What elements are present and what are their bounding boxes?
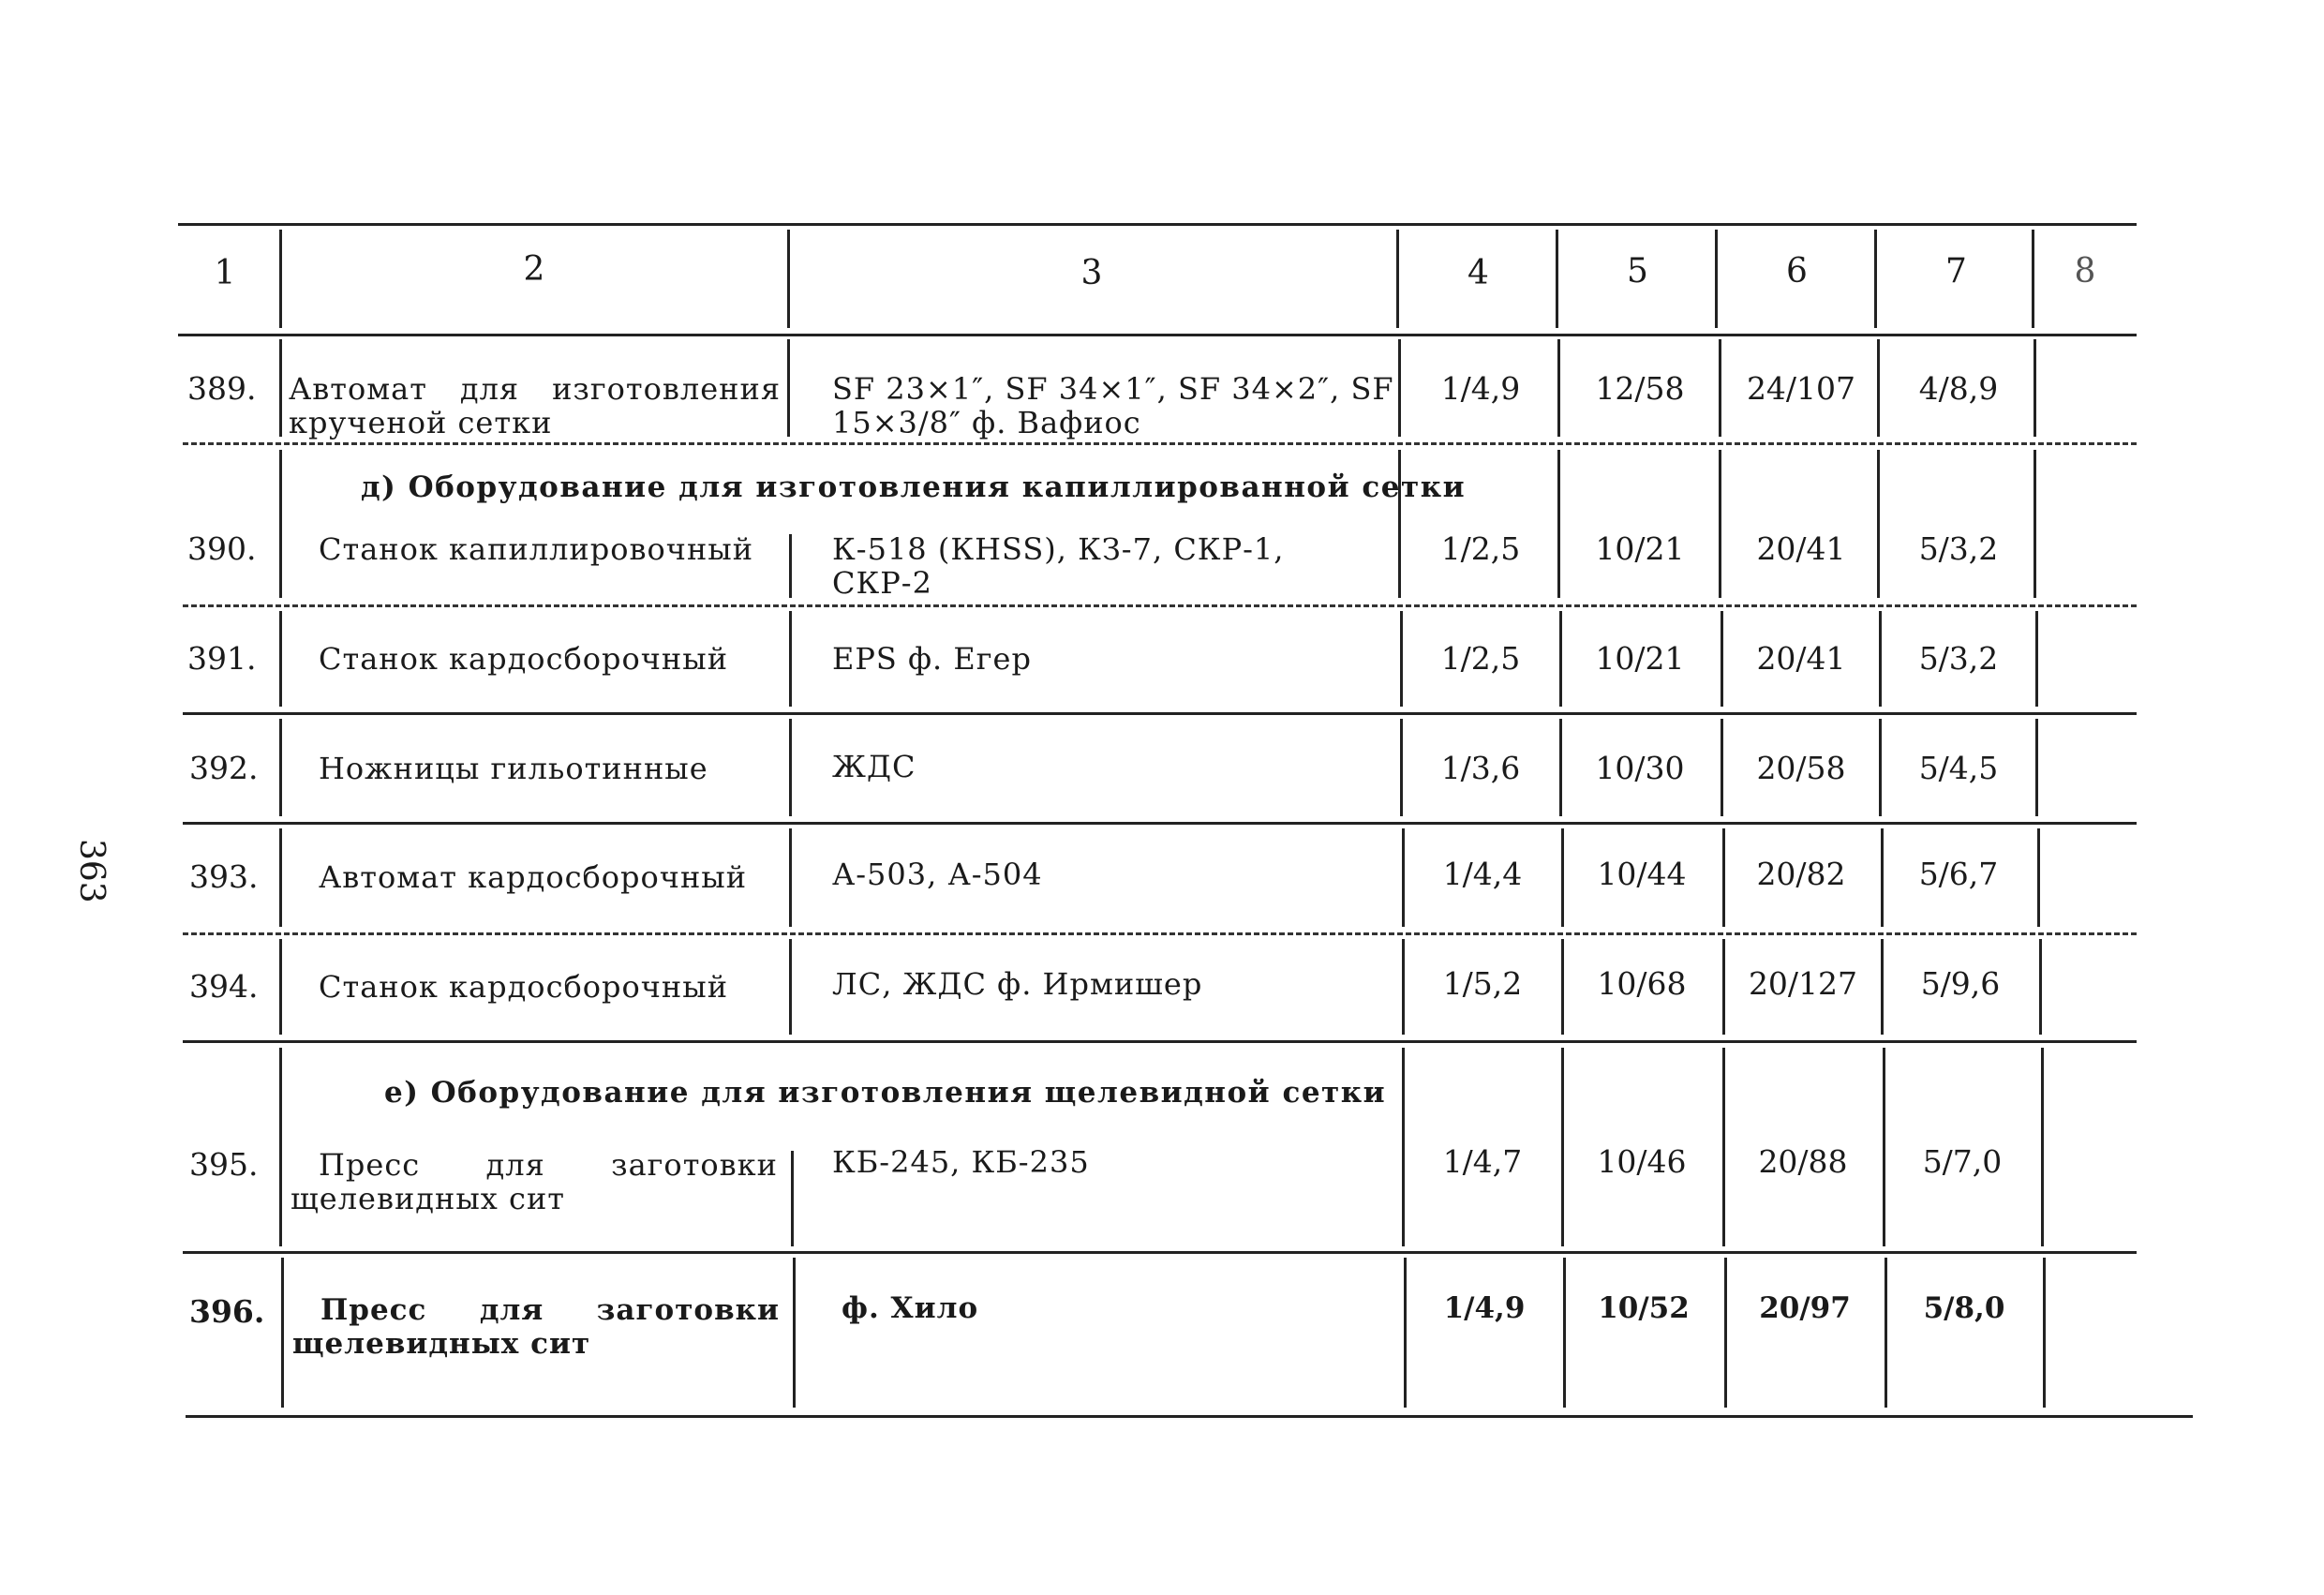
- equipment-name: Станок кардосборочный: [319, 969, 729, 1005]
- column-divider: [1881, 939, 1884, 1035]
- cell-col4: 1/4,9: [1440, 370, 1521, 407]
- cell-col6: 20/82: [1756, 856, 1846, 892]
- column-divider: [1556, 230, 1558, 328]
- cell-col6: 24/107: [1746, 370, 1856, 407]
- column-divider: [1557, 339, 1560, 437]
- cell-col5: 10/21: [1595, 530, 1685, 567]
- column-divider: [1722, 1048, 1725, 1246]
- column-divider: [1557, 450, 1560, 598]
- column-divider: [1404, 1258, 1407, 1408]
- column-divider: [1398, 339, 1401, 437]
- cell-col6: 20/97: [1759, 1291, 1851, 1325]
- cell-col6: 20/41: [1756, 530, 1846, 567]
- cell-col7: 5/3,2: [1918, 530, 1999, 567]
- column-divider: [281, 1258, 284, 1408]
- equipment-models: ЛС, ЖДС ф. Ирмишер: [832, 966, 1203, 1002]
- cell-col7: 5/4,5: [1918, 750, 1999, 786]
- cell-col7: 5/9,6: [1920, 965, 2001, 1002]
- column-divider: [1877, 339, 1880, 437]
- row-rule: [183, 822, 2137, 825]
- equipment-name: Пресс для заготовки щелевидных сит: [292, 1293, 780, 1361]
- column-header-2: 2: [523, 250, 545, 289]
- row-rule: [183, 604, 2137, 607]
- cell-col4: 1/2,5: [1440, 640, 1521, 677]
- equipment-name: Автомат кардосборочный: [319, 859, 748, 895]
- row-rule: [183, 1040, 2137, 1043]
- cell-col4: 1/4,7: [1442, 1143, 1523, 1180]
- cell-col6: 20/127: [1748, 965, 1858, 1002]
- column-divider: [279, 230, 282, 328]
- column-header-5: 5: [1627, 252, 1648, 291]
- column-divider: [1719, 450, 1721, 598]
- column-divider: [1877, 450, 1880, 598]
- section-heading-d: д) Оборудование для изготовления капиллированной сетки: [361, 470, 1467, 504]
- column-divider: [2034, 339, 2036, 437]
- column-divider: [1396, 230, 1399, 328]
- table-bottom-rule: [186, 1415, 2193, 1418]
- row-number: 394.: [189, 968, 259, 1005]
- page-number: 363: [72, 839, 111, 903]
- row-number: 390.: [187, 530, 257, 567]
- column-divider: [1559, 719, 1562, 816]
- column-divider: [279, 939, 282, 1035]
- column-divider: [279, 611, 282, 707]
- cell-col7: 5/6,7: [1918, 856, 1999, 892]
- column-divider: [2035, 719, 2038, 816]
- equipment-name: Станок капиллировочный: [319, 531, 754, 567]
- cell-col6: 20/88: [1758, 1143, 1848, 1180]
- equipment-models: ф. Хило: [842, 1291, 979, 1325]
- column-divider: [2041, 1048, 2044, 1246]
- equipment-name: Автомат для изготовления крученой сетки: [289, 371, 781, 440]
- row-rule: [183, 442, 2137, 445]
- cell-col7: 4/8,9: [1918, 370, 1999, 407]
- column-divider: [279, 828, 282, 927]
- column-divider: [1722, 828, 1725, 927]
- row-rule: [183, 1251, 2137, 1254]
- cell-col5: 10/52: [1598, 1291, 1690, 1325]
- equipment-models: EPS ф. Егер: [832, 641, 1032, 677]
- cell-col5: 10/21: [1595, 640, 1685, 677]
- cell-col5: 10/44: [1597, 856, 1687, 892]
- cell-col4: 1/3,6: [1440, 750, 1521, 786]
- cell-col4: 1/2,5: [1440, 530, 1521, 567]
- column-divider: [1400, 611, 1403, 707]
- column-divider: [1561, 1048, 1564, 1246]
- cell-col6: 20/41: [1756, 640, 1846, 677]
- column-divider: [1879, 719, 1882, 816]
- cell-col7: 5/7,0: [1922, 1143, 2003, 1180]
- column-divider: [1883, 1048, 1885, 1246]
- column-divider: [279, 719, 282, 816]
- column-header-7: 7: [1945, 252, 1967, 291]
- row-number: 389.: [187, 370, 257, 407]
- column-header-6: 6: [1786, 252, 1808, 291]
- header-bottom-rule: [178, 334, 2137, 336]
- column-divider: [791, 1151, 794, 1246]
- column-divider: [1402, 828, 1405, 927]
- row-number: 395.: [189, 1146, 259, 1183]
- cell-col7: 5/8,0: [1923, 1291, 2005, 1325]
- column-divider: [1885, 1258, 1887, 1408]
- column-divider: [1400, 719, 1403, 816]
- equipment-models: К-518 (КHSS), КЗ-7, СКР-1, СКР-2: [832, 531, 1285, 601]
- column-divider: [787, 339, 790, 437]
- row-rule: [183, 712, 2137, 715]
- cell-col5: 10/46: [1597, 1143, 1687, 1180]
- column-divider: [1874, 230, 1877, 328]
- column-divider: [1402, 939, 1405, 1035]
- column-divider: [793, 1258, 796, 1408]
- column-divider: [2034, 450, 2036, 598]
- column-header-4: 4: [1467, 254, 1489, 292]
- column-divider: [1402, 1048, 1405, 1246]
- column-divider: [1563, 1258, 1566, 1408]
- cell-col5: 10/30: [1595, 750, 1685, 786]
- column-header-8: 8: [2074, 252, 2096, 291]
- column-divider: [1561, 828, 1564, 927]
- column-divider: [1721, 719, 1723, 816]
- cell-col4: 1/4,4: [1442, 856, 1523, 892]
- column-divider: [1722, 939, 1725, 1035]
- column-divider: [1715, 230, 1718, 328]
- row-number: 392.: [189, 750, 259, 786]
- column-divider: [279, 1048, 282, 1246]
- equipment-models: КБ-245, КБ-235: [832, 1144, 1090, 1180]
- equipment-name: Пресс для заготовки щелевидных сит: [290, 1147, 778, 1216]
- column-divider: [2035, 611, 2038, 707]
- column-divider: [787, 230, 790, 328]
- column-divider: [1879, 611, 1882, 707]
- equipment-models: ЖДС: [832, 749, 916, 784]
- row-number: 396.: [189, 1293, 265, 1330]
- column-divider: [279, 339, 282, 437]
- column-divider: [2043, 1258, 2046, 1408]
- table-top-rule: [178, 223, 2137, 226]
- equipment-name: Ножницы гильотинные: [319, 751, 708, 786]
- equipment-models: SF 23×1″, SF 34×1″, SF 34×2″, SF 15×3/8″ ф. Вафиос: [832, 371, 1394, 440]
- column-divider: [1559, 611, 1562, 707]
- cell-col5: 12/58: [1595, 370, 1685, 407]
- cell-col4: 1/4,9: [1443, 1291, 1526, 1325]
- column-divider: [2039, 939, 2042, 1035]
- cell-col6: 20/58: [1756, 750, 1846, 786]
- column-header-3: 3: [1080, 254, 1103, 292]
- column-divider: [1719, 339, 1721, 437]
- equipment-name: Станок кардосборочный: [319, 641, 729, 677]
- row-rule: [183, 932, 2137, 935]
- column-divider: [279, 450, 282, 598]
- equipment-models: А-503, А-504: [832, 857, 1043, 892]
- cell-col7: 5/3,2: [1918, 640, 1999, 677]
- cell-col4: 1/5,2: [1442, 965, 1523, 1002]
- row-number: 393.: [189, 858, 259, 895]
- column-divider: [2037, 828, 2040, 927]
- column-divider: [1724, 1258, 1727, 1408]
- row-number: 391.: [187, 640, 257, 677]
- column-divider: [1561, 939, 1564, 1035]
- column-divider: [1721, 611, 1723, 707]
- column-header-1: 1: [214, 254, 236, 292]
- cell-col5: 10/68: [1597, 965, 1687, 1002]
- section-heading-e: е) Оборудование для изготовления щелевидной сетки: [384, 1076, 1387, 1110]
